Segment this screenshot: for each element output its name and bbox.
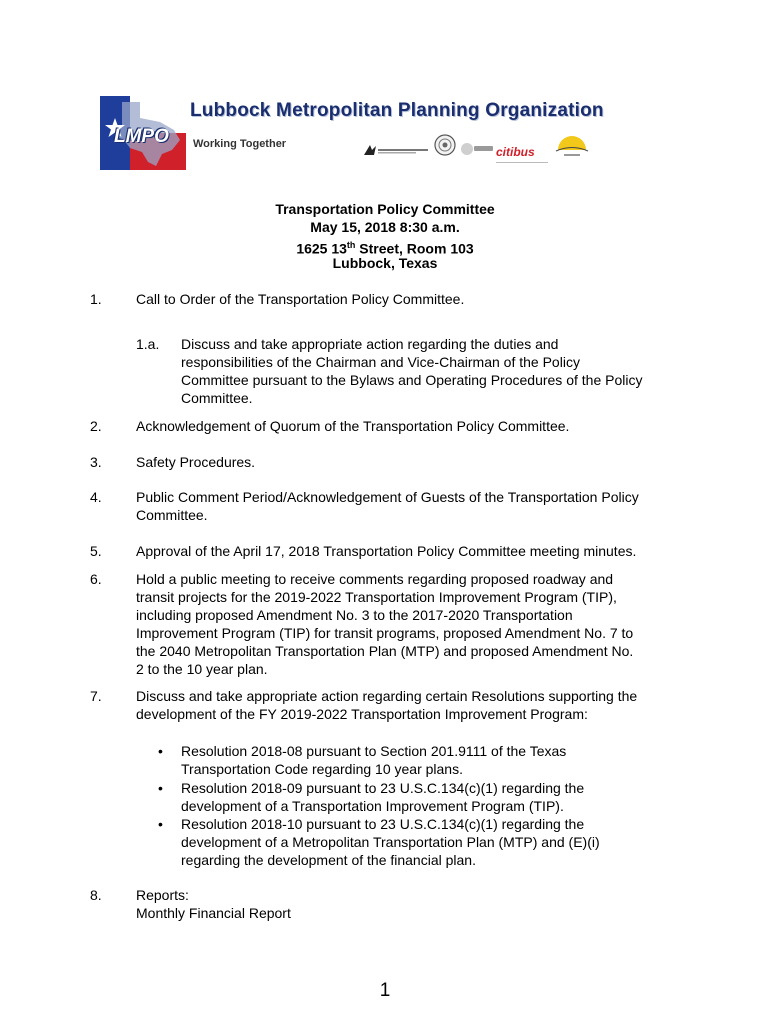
text-line: Resolution 2018-10 pursuant to 23 U.S.C.134(c)(1) regarding the: [181, 816, 585, 832]
text-line: responsibilities of the Chairman and Vice-Chairman of the Policy: [181, 354, 580, 370]
bullet-icon: •: [158, 816, 163, 832]
agenda-item-text: [136, 488, 684, 524]
item-number: 6.: [90, 571, 102, 587]
resolution-item: [181, 742, 651, 778]
item-number: 1.: [90, 291, 102, 307]
tagline: Working Together: [193, 138, 287, 150]
wolfforth-logo-icon: [552, 134, 592, 160]
lmpo-logo-text: LMPO: [114, 126, 169, 147]
text-line: Committee pursuant to the Bylaws and Operating Procedures of the Policy: [181, 372, 643, 388]
item-number: 7.: [90, 688, 102, 704]
text-line: regarding the development of the financial plan.: [181, 852, 476, 868]
address-street: Street, Room 103: [355, 240, 474, 257]
lmpo-texas-logo: [100, 96, 186, 170]
meeting-city: Lubbock, Texas: [332, 255, 438, 271]
text-line: Reports:: [136, 887, 189, 903]
item-number: 4.: [90, 489, 102, 505]
text-line: Resolution 2018-08 pursuant to Section 201.9111 of the Texas: [181, 743, 567, 759]
agenda-item-text: [136, 687, 684, 723]
text-line: development of the FY 2019-2022 Transportation Improvement Program:: [136, 706, 588, 722]
text-line: Hold a public meeting to receive comments regarding proposed roadway and: [136, 571, 614, 587]
resolution-item: [181, 779, 651, 815]
address-number: 1625 13: [296, 240, 347, 257]
page-number: 1: [379, 980, 391, 1001]
text-line: Monthly Financial Report: [136, 905, 291, 921]
agenda-item-text: [136, 886, 684, 922]
lubbock-logo-icon: [460, 140, 494, 158]
agenda-item-text: Acknowledgement of Quorum of the Transportation Policy Committee.: [136, 418, 570, 434]
item-number: 5.: [90, 543, 102, 559]
agenda-subitem-text: [181, 335, 681, 407]
text-line: including proposed Amendment No. 3 to the 2017-2020 Transportation: [136, 607, 573, 623]
city-seal-icon: [434, 134, 456, 156]
text-line: development of a Metropolitan Transportation Plan (MTP) and (E)(i): [181, 834, 600, 850]
text-line: Discuss and take appropriate action regarding the duties and: [181, 336, 559, 352]
txdot-logo-icon: [362, 143, 430, 157]
item-number: 3.: [90, 454, 102, 470]
resolution-item: [181, 815, 651, 869]
committee-name: Transportation Policy Committee: [275, 201, 495, 217]
text-line: Committee.: [136, 507, 208, 523]
text-line: Improvement Program (TIP) for transit programs, proposed Amendment No. 7 to: [136, 625, 634, 641]
item-number: 8.: [90, 887, 102, 903]
citibus-logo-text: citibus: [496, 145, 535, 159]
text-line: the 2040 Metropolitan Transportation Plan (MTP) and proposed Amendment No.: [136, 643, 634, 659]
item-number: 2.: [90, 418, 102, 434]
text-line: transit projects for the 2019-2022 Transportation Improvement Program (TIP),: [136, 589, 617, 605]
text-line: Transportation Code regarding 10 year plans.: [181, 761, 463, 777]
item-number: 1.a.: [136, 336, 160, 352]
agenda-item-text: [136, 570, 684, 678]
text-line: Discuss and take appropriate action regarding certain Resolutions supporting the: [136, 688, 638, 704]
text-line: 2 to the 10 year plan.: [136, 661, 268, 677]
agenda-item-text: Safety Procedures.: [136, 454, 256, 470]
text-line: Public Comment Period/Acknowledgement of Guests of the Transportation Policy: [136, 489, 639, 505]
text-line: Resolution 2018-09 pursuant to 23 U.S.C.134(c)(1) regarding the: [181, 780, 585, 796]
citibus-logo-icon: [496, 143, 552, 161]
text-line: Committee.: [181, 390, 253, 406]
agenda-item-text: Call to Order of the Transportation Policy Committee.: [136, 291, 465, 307]
bullet-icon: •: [158, 780, 163, 796]
organization-name: Lubbock Metropolitan Planning Organization: [190, 100, 604, 121]
text-line: development of a Transportation Improvement Program (TIP).: [181, 798, 564, 814]
address-suffix: th: [346, 240, 356, 250]
agenda-item-text: Approval of the April 17, 2018 Transportation Policy Committee meeting minutes.: [136, 543, 637, 559]
meeting-datetime: May 15, 2018 8:30 a.m.: [310, 219, 460, 235]
bullet-icon: •: [158, 743, 163, 759]
